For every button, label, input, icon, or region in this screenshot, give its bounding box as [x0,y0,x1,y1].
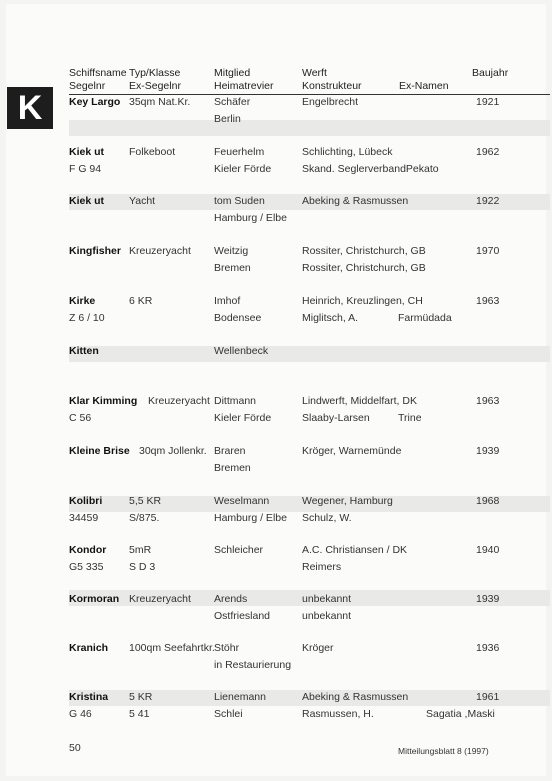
entry-year: 1939 [476,445,500,457]
header-ex-namen: Ex-Namen [399,80,449,92]
entry-name: Kranich [69,642,109,654]
entry-year: 1963 [476,395,500,407]
entry-type: 100qm Seefahrtkr. [129,642,215,654]
entry-name: Kondor [69,544,107,556]
entry-type: 5mR [129,544,152,556]
entry-year: 1939 [476,593,500,605]
entry-member: Dittmann [214,395,257,407]
entry-name: Kormoran [69,593,120,605]
entry-home: Bremen [214,462,251,474]
entry-werft: Heinrich, Kreuzlingen, CH [302,295,423,307]
entry-member: Braren [214,445,246,457]
entry-name: Key Largo [69,96,121,108]
entry-designer: Skand. SeglerverbandPekato [302,163,439,175]
entry-member: Arends [214,593,248,605]
entry-name: Kingfisher [69,245,121,257]
header-mitglied: Mitglied [214,67,251,79]
entry-name: Kirke [69,295,96,307]
entry-home: Bodensee [214,312,262,324]
entry-member: Weselmann [214,495,270,507]
entry-werft: Kröger, Warnemünde [302,445,402,457]
entry-member: tom Suden [214,195,265,207]
header-typ-klasse: Typ/Klasse [129,67,181,79]
entry-sail: 34459 [69,512,99,524]
entry-exname: Sagatia ,Maski [426,708,495,720]
entry-name: Klar Kimming [69,395,138,407]
entry-sail: G5 335 [69,561,104,573]
entry-type: Folkeboot [129,146,176,158]
entry-type: Kreuzeryacht [129,245,191,257]
entry-home: Kieler Förde [214,412,272,424]
entry-member: Feuerhelm [214,146,265,158]
entry-member: Stöhr [214,642,240,654]
header-baujahr: Baujahr [472,67,509,79]
entry-sail: Z 6 / 10 [69,312,105,324]
entry-werft: Rossiter, Christchurch, GB [302,245,426,257]
background-band [69,346,550,362]
entry-exsail: S D 3 [129,561,156,573]
entry-year: 1968 [476,495,500,507]
header-konstrukteur: Konstrukteur [302,80,362,92]
entry-name: Kiek ut [69,146,105,158]
entry-member: Schleicher [214,544,264,556]
entry-member: Weitzig [214,245,249,257]
entry-name: Kleine Brise [69,445,130,457]
entry-year: 1961 [476,691,500,703]
entry-type: 35qm Nat.Kr. [129,96,191,108]
entry-exsail: S/875. [129,512,160,524]
entry-sail: G 46 [69,708,92,720]
page-number: 50 [69,742,81,754]
entry-name: Kolibri [69,495,103,507]
entry-type: 6 KR [129,295,153,307]
entry-year: 1962 [476,146,500,158]
entry-exname: Farmüdada [398,312,452,324]
entry-designer: Rasmussen, H. [302,708,374,720]
entry-name: Kiek ut [69,195,105,207]
entry-exname: Trine [398,412,422,424]
entry-werft: A.C. Christiansen / DK [302,544,408,556]
entry-designer: unbekannt [302,610,352,622]
entry-name: Kitten [69,345,99,357]
entry-designer: Schulz, W. [302,512,352,524]
header-ex-segelnr: Ex-Segelnr [129,80,181,92]
entry-home: Hamburg / Elbe [214,212,287,224]
entry-member: Imhof [214,295,241,307]
entry-werft: Schlichting, Lübeck [302,146,393,158]
entry-home: Bremen [214,262,251,274]
publication-title: Mitteilungsblatt 8 (1997) [398,746,489,756]
entry-werft: Lindwerft, Middelfart, DK [302,395,417,407]
entry-type: Kreuzeryacht [129,593,191,605]
entry-home: Berlin [214,113,241,125]
entry-name: Kristina [69,691,109,703]
entry-designer: Slaaby-Larsen [302,412,370,424]
entry-home: Hamburg / Elbe [214,512,287,524]
entry-year: 1921 [476,96,500,108]
entry-sail: F G 94 [69,163,102,175]
entry-exsail: 5 41 [129,708,150,720]
header-segelnr: Segelnr [69,80,106,92]
background-band [69,120,550,136]
entry-designer: Reimers [302,561,342,573]
entry-member: Schäfer [214,96,251,108]
header-werft: Werft [302,67,327,79]
entry-type: Kreuzeryacht [148,395,210,407]
entry-werft: Engelbrecht [302,96,359,108]
section-letter-tab: K [7,87,53,129]
entry-sail: C 56 [69,412,92,424]
entry-designer: Rossiter, Christchurch, GB [302,262,426,274]
entry-home: Schlei [214,708,243,720]
entry-werft: Abeking & Rasmussen [302,195,409,207]
header-heimatrevier: Heimatrevier [214,80,274,92]
entry-member: Wellenbeck [214,345,269,357]
entry-designer: Miglitsch, A. [302,312,359,324]
entry-type: 5 KR [129,691,153,703]
entry-home: in Restaurierung [214,659,292,671]
entry-year: 1963 [476,295,500,307]
entry-type: 5,5 KR [129,495,162,507]
entry-year: 1940 [476,544,500,556]
entry-home: Ostfriesland [214,610,271,622]
header-schiffsname: Schiffsname [69,67,127,79]
entry-type: Yacht [129,195,156,207]
entry-year: 1936 [476,642,500,654]
entry-member: Lienemann [214,691,266,703]
entry-year: 1922 [476,195,500,207]
entry-werft: Abeking & Rasmussen [302,691,409,703]
entry-year: 1970 [476,245,500,257]
entry-werft: Wegener, Hamburg [302,495,393,507]
entry-home: Kieler Förde [214,163,272,175]
entry-werft: Kröger [302,642,334,654]
entry-type: 30qm Jollenkr. [139,445,207,457]
entry-werft: unbekannt [302,593,352,605]
